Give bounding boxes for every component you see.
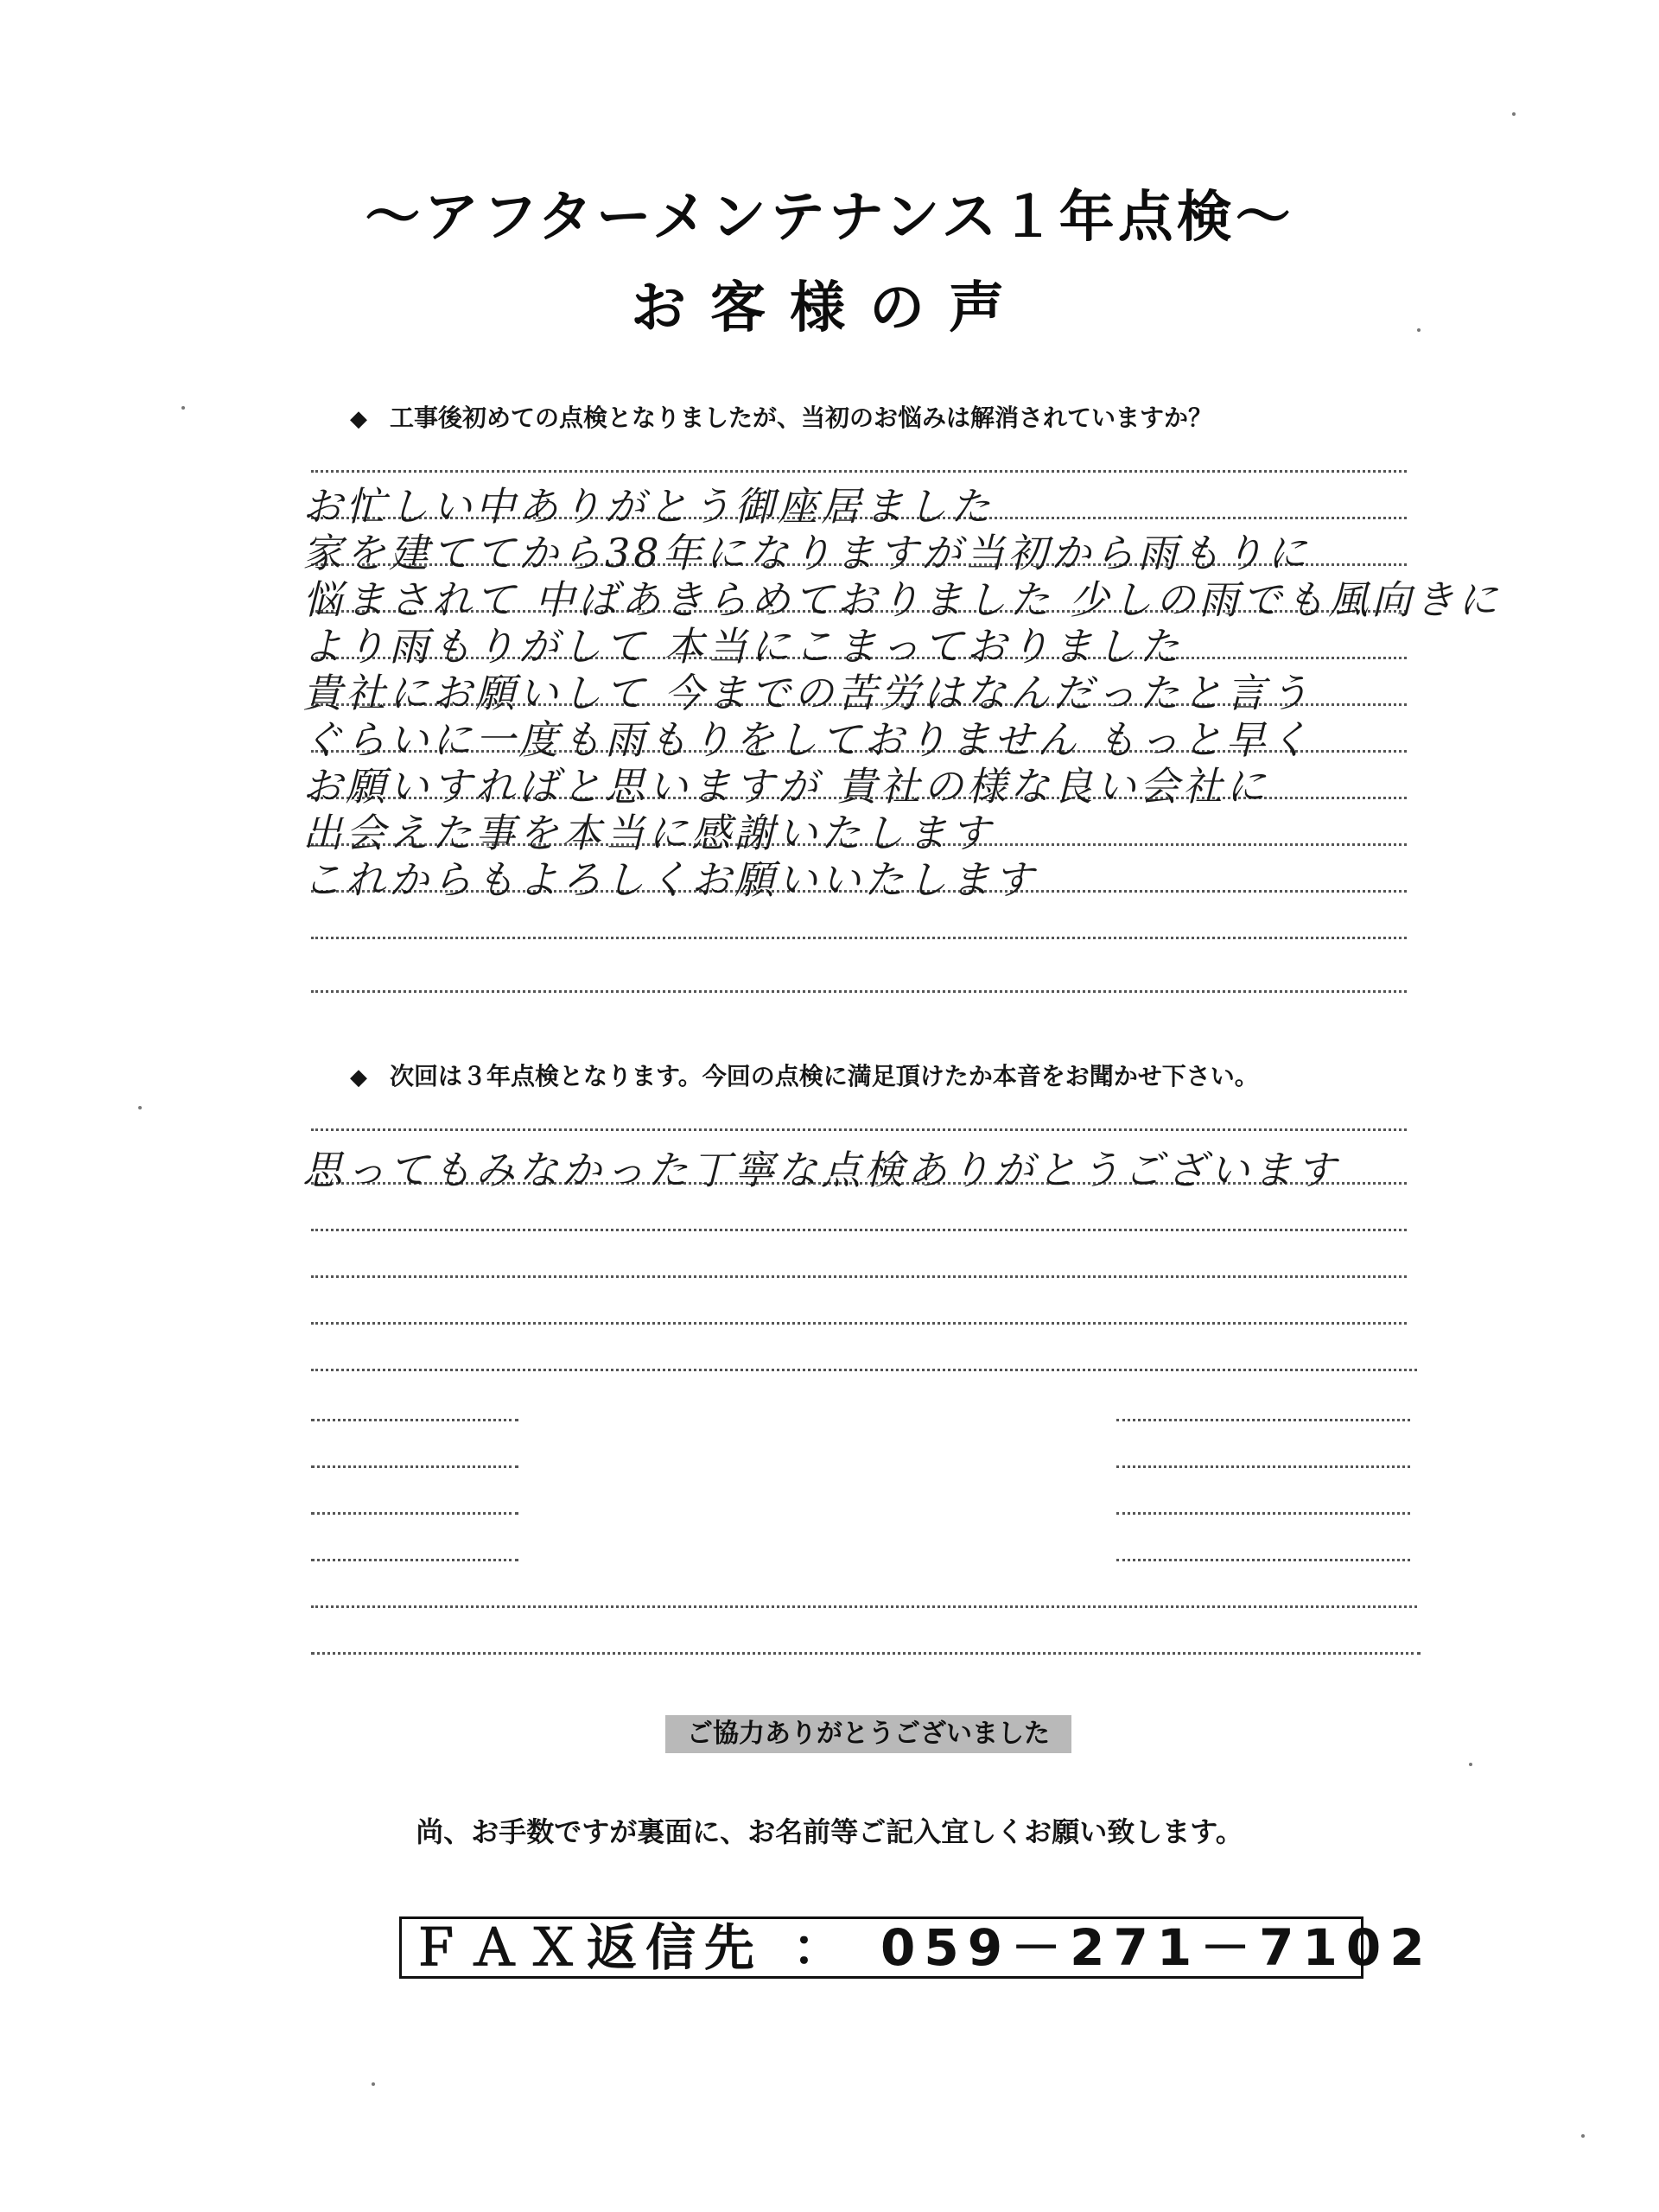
scan-speck (1417, 328, 1421, 332)
ruled-line (311, 1128, 1407, 1131)
diamond-bullet-icon: ◆ (350, 1065, 367, 1090)
answer-1-line: お願いすればと思いますが 貴社の様な良い会社に (302, 763, 1269, 810)
answer-1-line: お忙しい中ありがとう御座居ました (302, 483, 994, 530)
scan-speck (181, 406, 185, 410)
page-title: ～アフターメンテナンス１年点検～ (365, 186, 1294, 250)
page-subtitle: お客様の声 (631, 276, 1028, 340)
fax-label: ＦＡＸ返信先 (410, 1918, 764, 1977)
thanks-banner: ご協力ありがとうございました (665, 1715, 1071, 1753)
fax-box (399, 1916, 1433, 1979)
ruled-line (1116, 1512, 1410, 1515)
ruled-line (1116, 1465, 1410, 1468)
answer-1-line: より雨もりがして 本当にこまっておりました (302, 623, 1183, 670)
answer-1-line: これからもよろしくお願いいたします (302, 856, 1037, 903)
ruled-line (311, 1605, 1417, 1608)
ruled-line (311, 1229, 1407, 1231)
fax-number: 059－271－7102 (880, 1918, 1433, 1977)
scan-speck (138, 1106, 142, 1109)
scan-speck (372, 2082, 375, 2086)
question-1 (350, 399, 1212, 434)
answer-2-line: 思ってもみなかった丁寧な点検ありがとうございます (302, 1147, 1339, 1193)
ruled-line (311, 1322, 1407, 1325)
ruled-line (311, 1512, 518, 1515)
scan-speck (1512, 112, 1516, 116)
ruled-line (311, 1369, 1417, 1371)
ruled-line (311, 1465, 518, 1468)
answer-1-line: 出会えた事を本当に感謝いたします (302, 810, 994, 856)
ruled-line (311, 1275, 1407, 1278)
scan-speck (1581, 2134, 1585, 2138)
answer-1-line: 貴社にお願いして 今までの苦労はなんだったと言う (302, 670, 1313, 716)
ruled-line (1116, 1559, 1410, 1561)
answer-1-line: ぐらいに一度も雨もりをしておりません もっと早く (302, 716, 1313, 763)
ruled-line (311, 990, 1407, 993)
ruled-line (311, 1652, 1421, 1655)
scan-speck (1469, 1763, 1472, 1766)
diamond-bullet-icon: ◆ (350, 406, 367, 432)
ruled-line (311, 1559, 518, 1561)
fax-separator: ： (792, 1918, 852, 1977)
question-2 (350, 1058, 1259, 1092)
ruled-line (311, 937, 1407, 939)
question-2-text: 次回は３年点検となります。今回の点検に満足頂けたか本音をお聞かせ下さい。 (390, 1062, 1259, 1090)
ruled-line (311, 470, 1407, 473)
ruled-line (1116, 1419, 1410, 1421)
question-1-text: 工事後初めての点検となりましたが、当初のお悩みは解消されていますか？ (390, 404, 1213, 432)
answer-1-line: 悩まされて 中ばあきらめておりました 少しの雨でも風向きに (302, 576, 1502, 623)
footer-note: 尚、お手数ですが裏面に、お名前等ご記入宜しくお願い致します。 (416, 1815, 1243, 1848)
ruled-line (311, 1419, 518, 1421)
answer-1-line: 家を建ててから38年になりますが当初から雨もりに (302, 530, 1311, 576)
